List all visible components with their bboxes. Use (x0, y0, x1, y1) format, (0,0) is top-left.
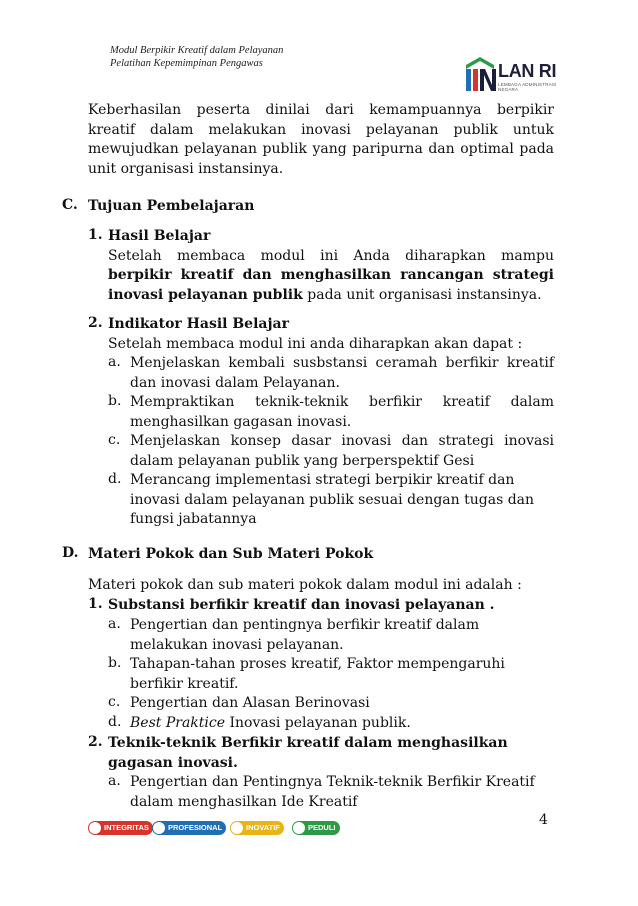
indicator-a (130, 354, 554, 393)
c-item2-number: 2. (88, 315, 103, 331)
indicator-b (130, 393, 554, 432)
c-item2-title: Indikator Hasil Belajar (108, 316, 289, 332)
running-header (110, 44, 283, 70)
inovatif-icon (231, 822, 243, 834)
indicator-line: Merancang implementasi strategi berpikir kreatif dan (130, 472, 515, 488)
d1-d: Best Praktice Inovasi pelayanan publik. (130, 715, 411, 731)
indicator-c-letter: c. (108, 432, 121, 448)
d1-c: Pengertian dan Alasan Berinovasi (130, 695, 370, 711)
section-d-intro: Materi pokok dan sub materi pokok dalam modul ini adalah : (88, 577, 522, 593)
lan-ri-logo (462, 55, 562, 95)
header-module-title: Modul Berpikir Kreatif dalam Pelayanan (110, 45, 284, 56)
intro-line: mewujudkan pelayanan publik yang paripurna dan optimal pada (88, 141, 554, 157)
indicator-line: Menjelaskan kembali susbstansi ceramah berfikir kreatif (130, 355, 554, 371)
section-c-title: Tujuan Pembelajaran (88, 198, 255, 214)
indicator-b-letter: b. (108, 393, 122, 409)
sub-topic-line: Tahapan-tahan proses kreatif, Faktor mempengaruhi (130, 656, 505, 672)
c-item1-title: Hasil Belajar (108, 228, 211, 244)
section-d-letter: D. (62, 545, 79, 561)
sub-topic-line: Pengertian dan pentingnya berfikir kreatif dalam (130, 617, 480, 633)
c-item2-intro: Setelah membaca modul ini anda diharapkan akan dapat : (108, 335, 523, 352)
section-d-title: Materi Pokok dan Sub Materi Pokok (88, 546, 374, 562)
indicator-line: Mempraktikan teknik-teknik berfikir kreatif dalam (130, 394, 554, 410)
value-profesional-badge: PROFESIONAL (152, 821, 226, 835)
peduli-icon (293, 822, 305, 834)
logo-text: LAN RI (498, 61, 557, 81)
d1-b (130, 655, 505, 694)
lan-ri-emblem-icon (462, 55, 498, 95)
d1-a (130, 616, 479, 655)
sub-topic-line: berfikir kreatif. (130, 675, 239, 692)
c-item1-line: Setelah membaca modul ini Anda diharapkan mampu (108, 247, 554, 264)
c-item1-line: berpikir kreatif dan menghasilkan rancangan strategi (108, 267, 554, 283)
logo-subtext: LEMBAGA ADMINISTRASI NEGARA (498, 82, 557, 92)
sub-topic-line: dalam menghasilkan Ide Kreatif (130, 793, 358, 810)
profesional-icon (153, 822, 165, 834)
c-item1-line: inovasi pelayanan publik pada unit organisasi instansinya. (108, 286, 542, 303)
c-item1-block (108, 227, 554, 305)
d-item2-number: 2. (88, 734, 103, 750)
sub-topic-line: melakukan inovasi pelayanan. (130, 636, 344, 653)
d1-b-letter: b. (108, 655, 122, 671)
value-inovatif-badge: INOVATIF (230, 821, 284, 835)
indicator-line: inovasi dalam pelayanan publik sesuai dengan tugas dan (130, 491, 535, 508)
d-item2-title: Teknik-teknik Berfikir kreatif dalam menghasilkan gagasan inovasi. (108, 735, 508, 771)
d1-a-letter: a. (108, 616, 121, 632)
header-training-title: Pelatihan Kepemimpinan Pengawas (110, 58, 263, 69)
indicator-d-letter: d. (108, 471, 122, 487)
indicator-line: menghasilkan gagasan inovasi. (130, 413, 352, 430)
indicator-line: fungsi jabatannya (130, 511, 257, 527)
intro-line: unit organisasi instansinya. (88, 160, 284, 177)
indicator-line: dalam pelayanan publik yang berperspektif Gesi (130, 452, 475, 469)
value-integritas-badge: INTEGRITAS (88, 821, 153, 835)
d1-c-letter: c. (108, 694, 121, 710)
page-number: 4 (539, 812, 548, 828)
d2-a (130, 773, 535, 812)
value-peduli-badge: PEDULI (292, 821, 340, 835)
indicator-a-letter: a. (108, 354, 121, 370)
indicator-line: Menjelaskan konsep dasar inovasi dan strategi inovasi (130, 433, 554, 449)
d-item1-title: Substansi berfikir kreatif dan inovasi pelayanan . (108, 597, 495, 613)
indicator-line: dan inovasi dalam Pelayanan. (130, 374, 340, 391)
indicator-d (130, 471, 554, 530)
d2-a-letter: a. (108, 773, 121, 789)
c-item1-number: 1. (88, 227, 103, 243)
intro-line: kreatif dalam melakukan inovasi pelayanan publik untuk (88, 121, 554, 138)
intro-line: Keberhasilan peserta dinilai dari kemampuannya berpikir (88, 102, 554, 118)
intro-paragraph (88, 101, 554, 179)
c-item2-block (108, 315, 554, 354)
sub-topic-line: Pengertian dan Pentingnya Teknik-teknik Berfikir Kreatif (130, 774, 535, 790)
d1-d-letter: d. (108, 714, 122, 730)
section-c-letter: C. (62, 197, 78, 213)
d-item1-number: 1. (88, 596, 103, 612)
integritas-icon (89, 822, 101, 834)
indicator-c (130, 432, 554, 471)
core-values-strip (88, 818, 342, 838)
